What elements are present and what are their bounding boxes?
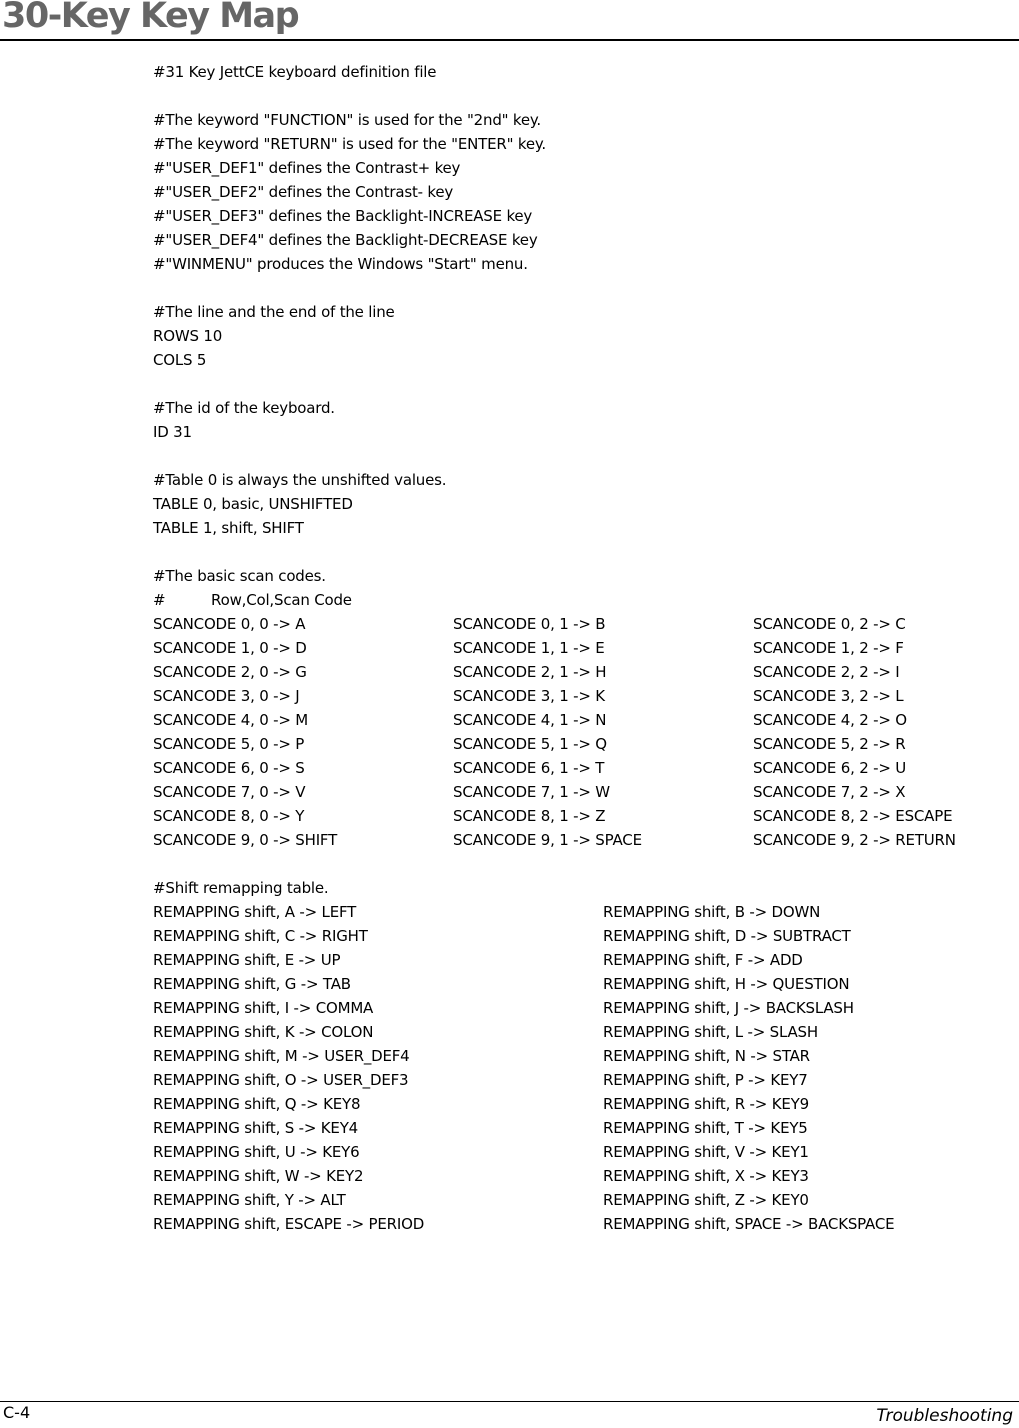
code-line: #Table 0 is always the unshifted values.	[153, 471, 447, 489]
scancode-entry: SCANCODE 6, 2 -> U	[753, 759, 907, 777]
remap-entry: REMAPPING shift, W -> KEY2	[153, 1167, 364, 1185]
scancode-entry: SCANCODE 2, 2 -> I	[753, 663, 900, 681]
scancode-entry: SCANCODE 6, 0 -> S	[153, 759, 305, 777]
scancode-entry: SCANCODE 5, 1 -> Q	[453, 735, 607, 753]
scancode-entry: SCANCODE 6, 1 -> T	[453, 759, 605, 777]
blank-line	[153, 276, 1013, 300]
page-title: 30-Key Key Map	[2, 0, 299, 36]
page-number: C-4	[3, 1403, 31, 1422]
code-line: #31 Key JettCE keyboard definition file	[153, 63, 437, 81]
remap-entry: REMAPPING shift, L -> SLASH	[603, 1023, 818, 1041]
blank-line	[153, 540, 1013, 564]
scancode-table	[153, 612, 1013, 852]
code-line: TABLE 1, shift, SHIFT	[153, 519, 304, 537]
scancode-entry: SCANCODE 3, 0 -> J	[153, 687, 300, 705]
remap-entry: REMAPPING shift, N -> STAR	[603, 1047, 810, 1065]
remap-entry: REMAPPING shift, K -> COLON	[153, 1023, 374, 1041]
code-line: #"WINMENU" produces the Windows "Start" menu.	[153, 255, 528, 273]
scancode-entry: SCANCODE 3, 1 -> K	[453, 687, 605, 705]
scancode-entry: SCANCODE 3, 2 -> L	[753, 687, 904, 705]
remap-entry: REMAPPING shift, A -> LEFT	[153, 903, 357, 921]
remap-entry: REMAPPING shift, O -> USER_DEF3	[153, 1071, 409, 1089]
code-line: #"USER_DEF3" defines the Backlight-INCREASE key	[153, 207, 533, 225]
remap-entry: REMAPPING shift, G -> TAB	[153, 975, 351, 993]
code-line: COLS 5	[153, 351, 207, 369]
remap-entry: REMAPPING shift, S -> KEY4	[153, 1119, 359, 1137]
scancode-entry: SCANCODE 9, 1 -> SPACE	[453, 831, 642, 849]
remap-entry: REMAPPING shift, V -> KEY1	[603, 1143, 809, 1161]
code-line: ID 31	[153, 423, 192, 441]
remap-entry: REMAPPING shift, U -> KEY6	[153, 1143, 360, 1161]
blank-line	[153, 444, 1013, 468]
remap-entry: REMAPPING shift, X -> KEY3	[603, 1167, 809, 1185]
scancode-entry: SCANCODE 0, 2 -> C	[753, 615, 906, 633]
remap-entry: REMAPPING shift, P -> KEY7	[603, 1071, 808, 1089]
header-rule	[0, 39, 1019, 41]
scancode-entry: SCANCODE 9, 2 -> RETURN	[753, 831, 956, 849]
scancode-entry: SCANCODE 7, 0 -> V	[153, 783, 306, 801]
code-line: #The keyword "RETURN" is used for the "ENTER" key.	[153, 135, 546, 153]
remap-entry: REMAPPING shift, Y -> ALT	[153, 1191, 346, 1209]
remap-entry: REMAPPING shift, B -> DOWN	[603, 903, 821, 921]
keymap-listing	[153, 60, 1013, 1236]
remap-entry: REMAPPING shift, F -> ADD	[603, 951, 803, 969]
footer-rule	[0, 1401, 1019, 1402]
section-name: Troubleshooting	[876, 1406, 1013, 1426]
remap-entry: REMAPPING shift, C -> RIGHT	[153, 927, 368, 945]
scancode-entry: SCANCODE 0, 0 -> A	[153, 615, 306, 633]
scancode-entry: SCANCODE 8, 1 -> Z	[453, 807, 606, 825]
scancode-entry: SCANCODE 7, 1 -> W	[453, 783, 610, 801]
scancode-entry: SCANCODE 0, 1 -> B	[453, 615, 606, 633]
blank-line	[153, 84, 1013, 108]
remap-entry: REMAPPING shift, E -> UP	[153, 951, 341, 969]
code-line: #The keyword "FUNCTION" is used for the "2nd" key.	[153, 111, 542, 129]
code-line: #"USER_DEF1" defines the Contrast+ key	[153, 159, 461, 177]
code-line: #The id of the keyboard.	[153, 399, 335, 417]
scancode-entry: SCANCODE 1, 2 -> F	[753, 639, 904, 657]
code-line: #"USER_DEF4" defines the Backlight-DECREASE key	[153, 231, 538, 249]
code-line: # Row,Col,Scan Code	[153, 591, 352, 609]
blank-line	[153, 852, 1013, 876]
scancode-entry: SCANCODE 4, 0 -> M	[153, 711, 309, 729]
remap-table	[153, 900, 1013, 1236]
remap-entry: REMAPPING shift, J -> BACKSLASH	[603, 999, 854, 1017]
scancode-entry: SCANCODE 4, 1 -> N	[453, 711, 607, 729]
scancode-entry: SCANCODE 4, 2 -> O	[753, 711, 907, 729]
scancode-entry: SCANCODE 5, 0 -> P	[153, 735, 305, 753]
remap-entry: REMAPPING shift, ESCAPE -> PERIOD	[153, 1215, 425, 1233]
scancode-entry: SCANCODE 8, 0 -> Y	[153, 807, 305, 825]
remap-entry: REMAPPING shift, H -> QUESTION	[603, 975, 850, 993]
blank-line	[153, 372, 1013, 396]
remap-heading: #Shift remapping table.	[153, 879, 329, 897]
remap-entry: REMAPPING shift, SPACE -> BACKSPACE	[603, 1215, 895, 1233]
remap-entry: REMAPPING shift, D -> SUBTRACT	[603, 927, 851, 945]
remap-entry: REMAPPING shift, R -> KEY9	[603, 1095, 809, 1113]
remap-entry: REMAPPING shift, I -> COMMA	[153, 999, 374, 1017]
code-line: #The line and the end of the line	[153, 303, 395, 321]
scancode-entry: SCANCODE 2, 1 -> H	[453, 663, 607, 681]
intro-lines	[153, 60, 1013, 612]
scancode-entry: SCANCODE 7, 2 -> X	[753, 783, 906, 801]
scancode-entry: SCANCODE 9, 0 -> SHIFT	[153, 831, 338, 849]
code-line: TABLE 0, basic, UNSHIFTED	[153, 495, 353, 513]
remap-entry: REMAPPING shift, T -> KEY5	[603, 1119, 808, 1137]
code-line: ROWS 10	[153, 327, 223, 345]
scancode-entry: SCANCODE 5, 2 -> R	[753, 735, 906, 753]
remap-entry: REMAPPING shift, Z -> KEY0	[603, 1191, 809, 1209]
scancode-entry: SCANCODE 1, 1 -> E	[453, 639, 605, 657]
remap-entry: REMAPPING shift, M -> USER_DEF4	[153, 1047, 410, 1065]
code-line: #"USER_DEF2" defines the Contrast- key	[153, 183, 454, 201]
scancode-entry: SCANCODE 1, 0 -> D	[153, 639, 307, 657]
code-line: #The basic scan codes.	[153, 567, 326, 585]
scancode-entry: SCANCODE 2, 0 -> G	[153, 663, 307, 681]
remap-entry: REMAPPING shift, Q -> KEY8	[153, 1095, 361, 1113]
scancode-entry: SCANCODE 8, 2 -> ESCAPE	[753, 807, 953, 825]
